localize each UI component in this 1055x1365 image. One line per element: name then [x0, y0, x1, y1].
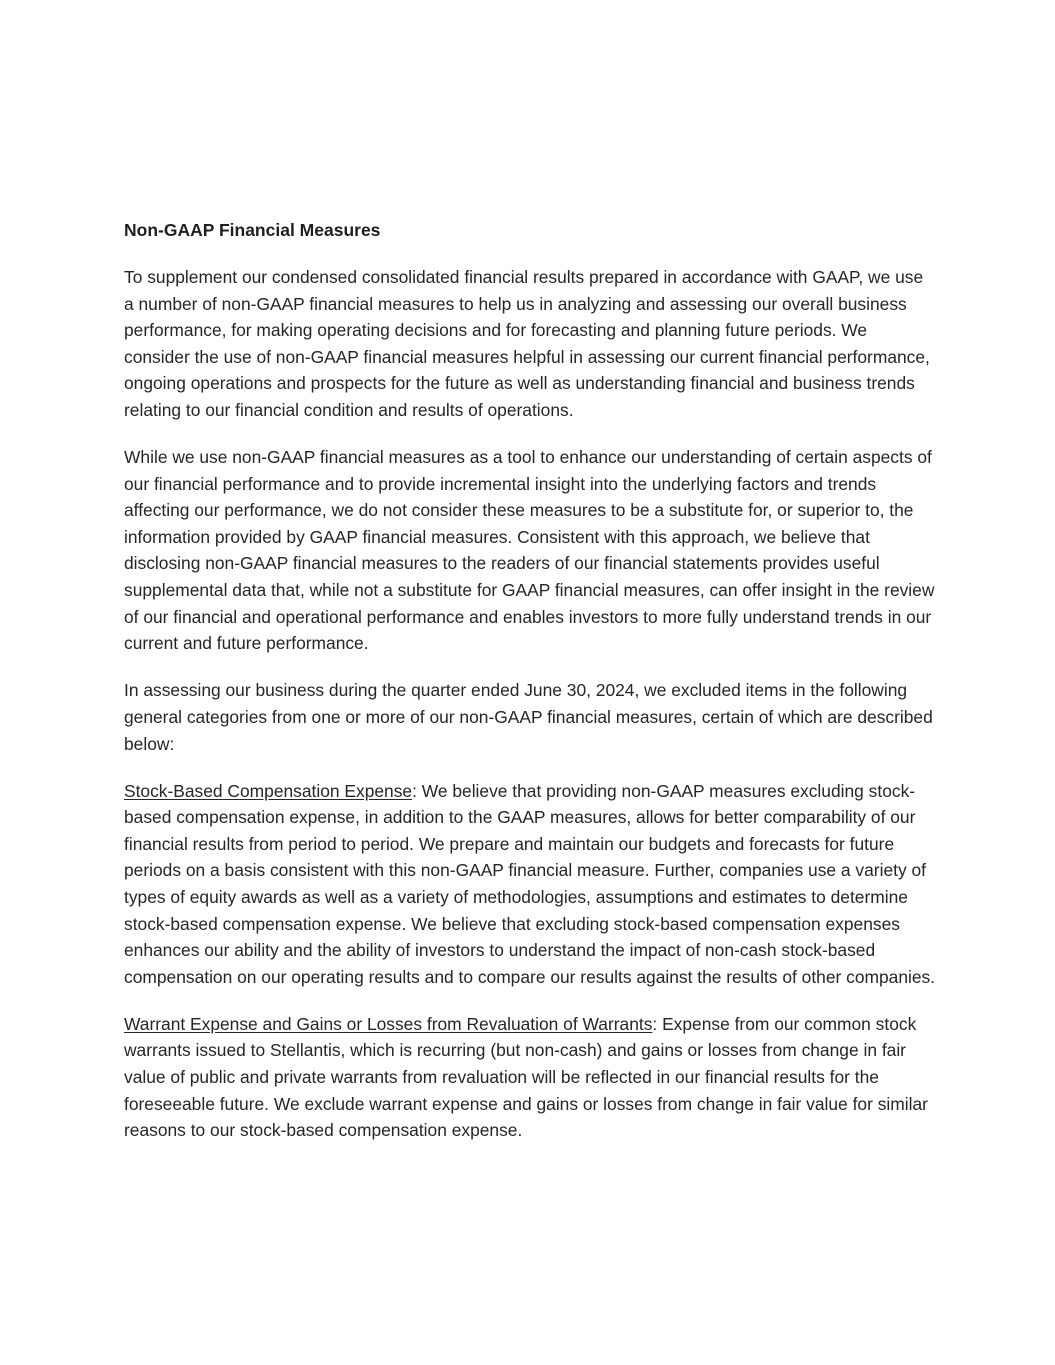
paragraph-text: : Expense from our common stock warrants issued to Stellantis, which is recurring (but non-cash) and gains or losses from change in fair value of public and private warrants from revaluation will be reflected in our financial results for the foreseeable future. We exclude warrant expense and gains or losses from change in fair value for similar reasons to our stock-based compensation expense. [124, 1013, 928, 1141]
paragraph-text: To supplement our condensed consolidated financial results prepared in accordance with GAAP, we use a number of non-GAAP financial measures to help us in analyzing and assessing our overall business performance, for making operating decisions and for forecasting and planning future periods. We consider the use of non-GAAP financial measures helpful in assessing our current financial performance, ongoing operations and prospects for the future as well as understanding financial and business trends relating to our financial condition and results of operations. [124, 267, 930, 420]
paragraph-text: : We believe that providing non-GAAP measures excluding stock-based compensation expense, in addition to the GAAP measures, allows for better comparability of our financial results from period to period. We prepare and maintain our budgets and forecasts for future periods on a basis consistent with this non-GAAP financial measure. Further, companies use a variety of types of equity awards as well as a variety of methodologies, assumptions and estimates to determine stock-based compensation expense. We believe that excluding stock-based compensation expenses enhances our ability and the ability of investors to understand the impact of non-cash stock-based compensation on our operating results and to compare our results against the results of other companies. [124, 780, 936, 987]
document-page [124, 217, 936, 1164]
term-stock-based-compensation: Stock-Based Compensation Expense [124, 780, 413, 801]
section-heading: Non-GAAP Financial Measures [124, 220, 381, 240]
paragraph-usage [124, 444, 936, 657]
paragraph-warrant-expense [124, 1011, 936, 1144]
term-warrant-expense: Warrant Expense and Gains or Losses from Revaluation of Warrants [124, 1013, 653, 1034]
paragraph-text: In assessing our business during the quarter ended June 30, 2024, we excluded items in the following general categories from one or more of our non-GAAP financial measures, certain of which are described below: [124, 680, 933, 754]
paragraph-excluded-items [124, 677, 936, 757]
paragraph-stock-based-compensation [124, 778, 936, 991]
paragraph-text: While we use non-GAAP financial measures as a tool to enhance our understanding of certain aspects of our financial performance and to provide incremental insight into the underlying factors and trends affecting our performance, we do not consider these measures to be a substitute for, or superior to, the information provided by GAAP financial measures. Consistent with this approach, we believe that disclosing non-GAAP financial measures to the readers of our financial statements provides useful supplemental data that, while not a substitute for GAAP financial measures, can offer insight in the review of our financial and operational performance and enables investors to more fully understand trends in our current and future performance. [124, 447, 935, 654]
paragraph-intro [124, 264, 936, 424]
